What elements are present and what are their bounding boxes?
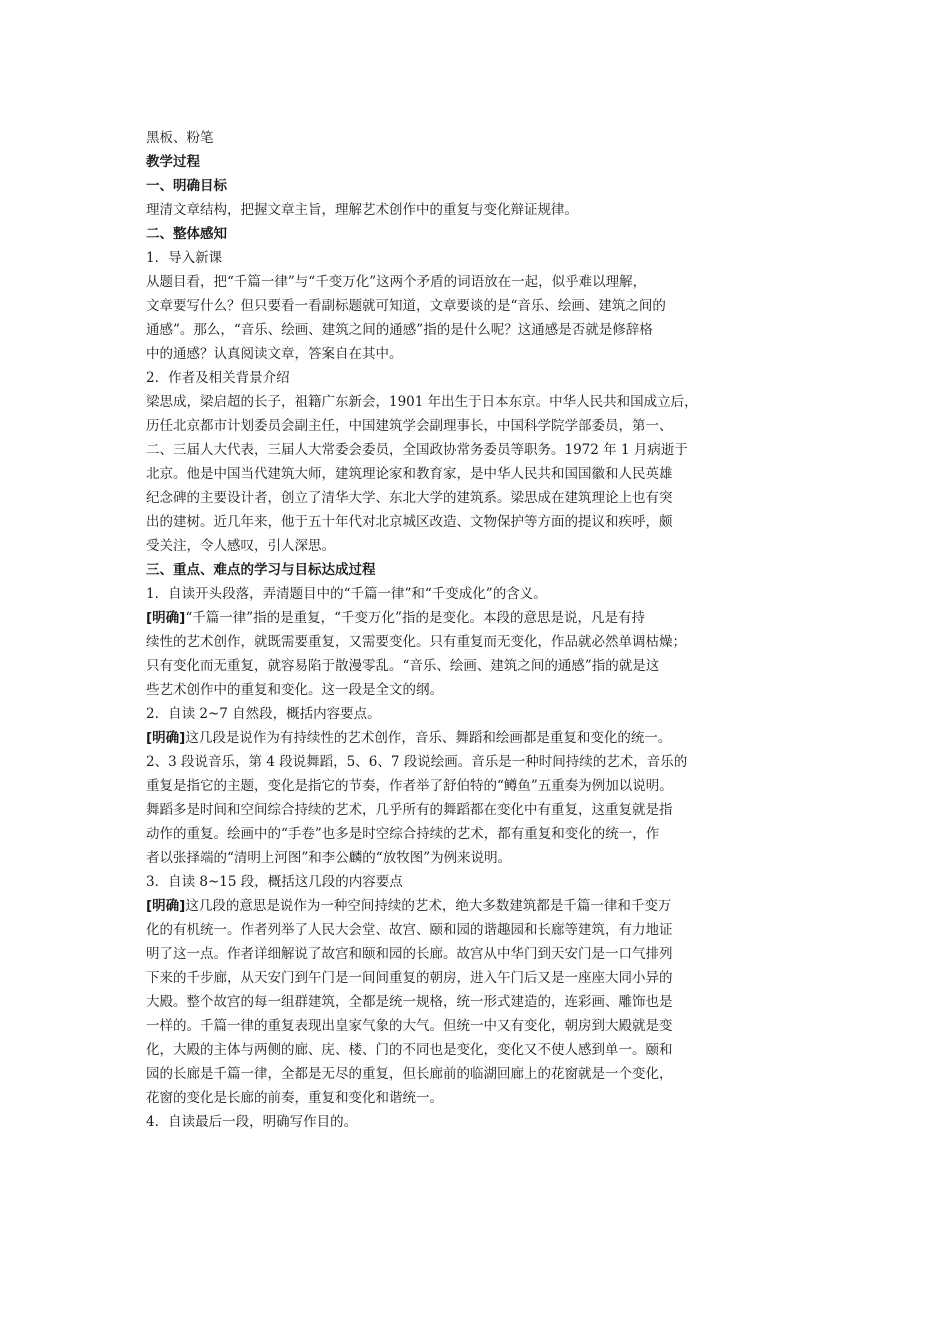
line-text: 通感”。那么，“音乐、绘画、建筑之间的通感”指的是什么呢？这通感是否就是修辞格 (146, 322, 653, 338)
line-text: 一样的。千篇一律的重复表现出皇家气象的大气。但统一中又有变化，朝房到大殿就是变 (146, 1018, 673, 1034)
text-line (146, 990, 816, 1014)
text-line (146, 582, 816, 606)
section-heading (146, 174, 816, 198)
line-text: 动作的重复。绘画中的“手卷”也多是时空综合持续的艺术，都有重复和变化的统一，作 (146, 826, 660, 842)
text-line (146, 1110, 816, 1134)
text-line (146, 198, 816, 222)
text-line (146, 654, 816, 678)
text-line (146, 414, 816, 438)
text-line (146, 342, 816, 366)
text-line (146, 702, 816, 726)
text-line (146, 822, 816, 846)
section-heading (146, 558, 816, 582)
text-line (146, 798, 816, 822)
line-text: 一、明确目标 (146, 178, 227, 194)
text-line (146, 1062, 816, 1086)
answer-tag: [明确] (146, 898, 186, 914)
text-line (146, 534, 816, 558)
text-line (146, 462, 816, 486)
answer-tag: [明确] (146, 730, 186, 746)
line-text: 重复是指它的主题，变化是指它的节奏，作者举了舒伯特的“鳟鱼”五重奏为例加以说明。 (146, 778, 673, 794)
text-line (146, 486, 816, 510)
text-line (146, 846, 816, 870)
line-text: 只有变化而无重复，就容易陷于散漫零乱。“音乐、绘画、建筑之间的通感”指的就是这 (146, 658, 660, 674)
line-text: 明了这一点。作者详细解说了故宫和颐和园的长廊。故宫从中华门到天安门是一口气排列 (146, 946, 673, 962)
line-text: 下来的千步廊，从天安门到午门是一间间重复的朝房，进入午门后又是一座座大同小异的 (146, 970, 673, 986)
line-text: 历任北京都市计划委员会副主任，中国建筑学会副理事长，中国科学院学部委员，第一、 (146, 418, 673, 434)
text-line (146, 438, 816, 462)
line-text: 理清文章结构，把握文章主旨，理解艺术创作中的重复与变化辩证规律。 (146, 202, 578, 218)
line-text: 2．自读 2~7 自然段，概括内容要点。 (146, 706, 381, 722)
text-line (146, 918, 816, 942)
text-line (146, 942, 816, 966)
line-text: 教学过程 (146, 154, 200, 170)
line-text: 花窗的变化是长廊的前奏，重复和变化和谐统一。 (146, 1090, 443, 1106)
line-text: 北京。他是中国当代建筑大师，建筑理论家和教育家，是中华人民共和国国徽和人民英雄 (146, 466, 673, 482)
line-text: 这几段是说作为有持续性的艺术创作，音乐、舞蹈和绘画都是重复和变化的统一。 (185, 730, 672, 746)
text-line (146, 390, 816, 414)
line-text: 从题目看，把“千篇一律”与“千变万化”这两个矛盾的词语放在一起，似乎难以理解， (146, 274, 647, 290)
line-text: 二、整体感知 (146, 226, 227, 242)
text-line (146, 894, 816, 918)
text-line (146, 678, 816, 702)
line-text: 文章要写什么？但只要看一看副标题就可知道，文章要谈的是“音乐、绘画、建筑之间的 (146, 298, 666, 314)
text-line (146, 270, 816, 294)
line-text: 些艺术创作中的重复和变化。这一段是全文的纲。 (146, 682, 443, 698)
section-heading (146, 222, 816, 246)
line-text: 舞蹈多是时间和空间综合持续的艺术，几乎所有的舞蹈都在变化中有重复，这重复就是指 (146, 802, 673, 818)
line-text: 受关注，令人感叹，引人深思。 (146, 538, 335, 554)
line-text: 1．导入新课 (146, 250, 223, 266)
line-text: 2．作者及相关背景介绍 (146, 370, 290, 386)
line-text: 三、重点、难点的学习与目标达成过程 (146, 562, 376, 578)
line-text: 4．自读最后一段，明确写作目的。 (146, 1114, 358, 1130)
document-page (146, 126, 816, 1134)
line-text: “千篇一律”指的是重复，“千变万化”指的是变化。本段的意思是说，凡是有持 (185, 610, 645, 626)
line-text: 化的有机统一。作者列举了人民大会堂、故宫、颐和园的谐趣园和长廊等建筑，有力地证 (146, 922, 673, 938)
text-line (146, 294, 816, 318)
line-text: 大殿。整个故宫的每一组群建筑，全都是统一规格，统一形式建造的，连彩画、雕饰也是 (146, 994, 673, 1010)
text-line (146, 870, 816, 894)
line-text: 这几段的意思是说作为一种空间持续的艺术，绝大多数建筑都是千篇一律和千变万 (185, 898, 672, 914)
text-line (146, 318, 816, 342)
line-text: 2、3 段说音乐，第 4 段说舞蹈，5、6、7 段说绘画。音乐是一种时间持续的艺术，音乐的 (146, 754, 688, 770)
text-line (146, 606, 816, 630)
text-line (146, 750, 816, 774)
text-line (146, 1014, 816, 1038)
text-line (146, 366, 816, 390)
line-text: 化，大殿的主体与两侧的廊、庑、楼、门的不同也是变化，变化又不使人感到单一。颐和 (146, 1042, 673, 1058)
line-text: 梁思成，梁启超的长子，祖籍广东新会，1901 年出生于日本东京。中华人民共和国成立后， (146, 394, 698, 410)
text-line (146, 774, 816, 798)
text-line (146, 246, 816, 270)
line-text: 黑板、粉笔 (146, 130, 214, 146)
line-text: 纪念碑的主要设计者，创立了清华大学、东北大学的建筑系。梁思成在建筑理论上也有突 (146, 490, 673, 506)
text-line (146, 510, 816, 534)
line-text: 出的建树。近几年来，他于五十年代对北京城区改造、文物保护等方面的提议和疾呼，颇 (146, 514, 673, 530)
text-line (146, 1038, 816, 1062)
line-text: 3．自读 8~15 段，概括这几段的内容要点 (146, 874, 403, 890)
line-text: 续性的艺术创作，就既需要重复，又需要变化。只有重复而无变化，作品就必然单调枯燥； (146, 634, 686, 650)
answer-tag: [明确] (146, 610, 186, 626)
section-heading (146, 150, 816, 174)
line-text: 园的长廊是千篇一律，全都是无尽的重复，但长廊前的临湖回廊上的花窗就是一个变化， (146, 1066, 673, 1082)
text-line (146, 630, 816, 654)
line-text: 者以张择端的“清明上河图”和李公麟的“放牧图”为例来说明。 (146, 850, 512, 866)
line-text: 中的通感？认真阅读文章，答案自在其中。 (146, 346, 403, 362)
text-line (146, 1086, 816, 1110)
text-line (146, 726, 816, 750)
line-text: 1．自读开头段落，弄清题目中的“千篇一律”和“千变成化”的含义。 (146, 586, 547, 602)
text-line (146, 126, 816, 150)
line-text: 二、三届人大代表，三届人大常委会委员，全国政协常务委员等职务。1972 年 1 月病逝于 (146, 442, 688, 458)
text-line (146, 966, 816, 990)
